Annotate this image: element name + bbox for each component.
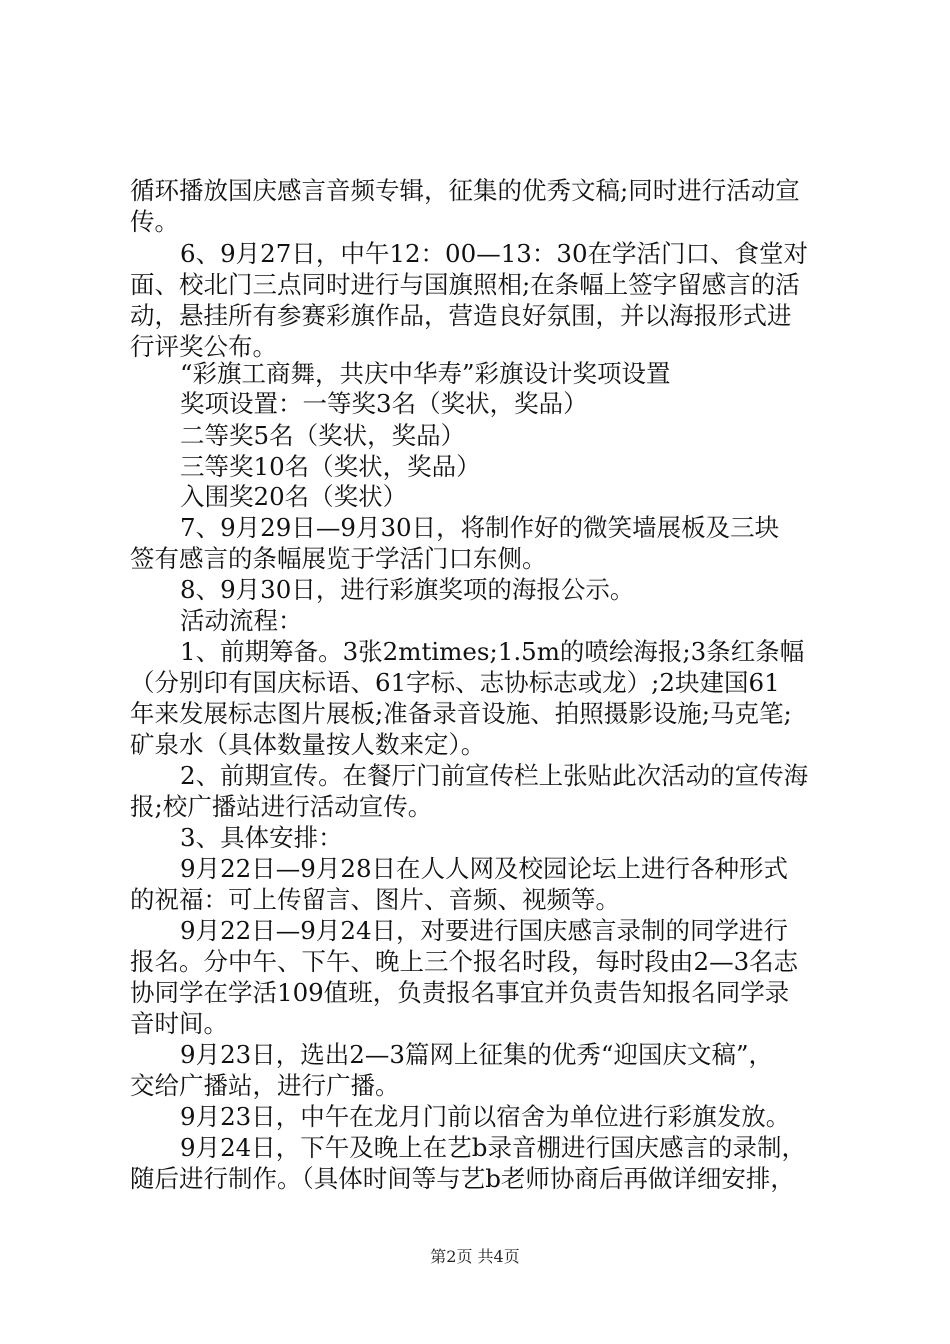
text-line: 7、9月29日—9月30日，将制作好的微笑墙展板及三块 (180, 513, 780, 542)
text-line: 音时间。 (130, 1009, 228, 1038)
text-line: 报;校广播站进行活动宣传。 (130, 792, 433, 821)
text-line: （分别印有国庆标语、61字标、志协标志或龙）;2块建国61 (130, 668, 780, 697)
text-line: 签有感言的条幅展览于学活门口东侧。 (130, 544, 547, 573)
text-line: 循环播放国庆感言音频专辑，征集的优秀文稿;同时进行活动宣 (130, 176, 800, 205)
text-line: 交给广播站，进行广播。 (130, 1071, 400, 1100)
text-line: 协同学在学活109值班，负责报名事宜并负责告知报名同学录 (130, 978, 790, 1007)
text-line: 6、9月27日，中午12：00—13：30在学活门口、食堂对 (180, 239, 809, 268)
text-line: 入围奖20名（奖状） (180, 482, 408, 511)
text-line: 的祝福：可上传留言、图片、音频、视频等。 (130, 885, 620, 914)
text-line: 报名。分中午、下午、晚上三个报名时段，每时段由2—3名志 (130, 947, 799, 976)
text-line: 二等奖5名（奖状，奖品） (180, 421, 466, 450)
text-line: 9月22日—9月28日在人人网及校园论坛上进行各种形式 (180, 854, 789, 883)
text-line: 行评奖公布。 (130, 332, 277, 361)
text-line: 9月23日，选出2—3篇网上征集的优秀“迎国庆文稿”， (180, 1040, 773, 1069)
text-line: 三等奖10名（奖状，奖品） (180, 452, 481, 481)
text-line: 8、9月30日，进行彩旗奖项的海报公示。 (180, 575, 635, 604)
text-line: 9月23日，中午在龙月门前以宿舍为单位进行彩旗发放。 (180, 1102, 791, 1131)
text-line: 1、前期筹备。3张2mtimes;1.5m的喷绘海报;3条红条幅 (180, 637, 805, 666)
text-line: 9月24日，下午及晚上在艺b录音棚进行国庆感言的录制， (180, 1133, 806, 1162)
text-line: 传。 (130, 207, 179, 236)
text-line: 2、前期宣传。在餐厅门前宣传栏上张贴此次活动的宣传海 (180, 761, 809, 790)
text-line: 9月22日—9月24日，对要进行国庆感言录制的同学进行 (180, 916, 789, 945)
text-line: 随后进行制作。（具体时间等与艺b老师协商后再做详细安排， (130, 1164, 795, 1193)
text-line: 动，悬挂所有参赛彩旗作品，营造良好氛围，并以海报形式进 (130, 301, 792, 330)
text-line: 活动流程： (180, 606, 303, 635)
text-line: 奖项设置：一等奖3名（奖状，奖品） (180, 389, 588, 418)
page-number-footer: 第2页 共4页 (430, 1247, 520, 1266)
text-line: “彩旗工商舞，共庆中华寿”彩旗设计奖项设置 (180, 359, 671, 388)
text-line: 面、校北门三点同时进行与国旗照相;在条幅上签字留感言的活 (130, 270, 800, 299)
text-line: 年来发展标志图片展板;准备录音设施、拍照摄影设施;马克笔; (130, 699, 792, 728)
text-line: 矿泉水（具体数量按人数来定）。 (130, 730, 486, 759)
text-line: 3、具体安排： (180, 823, 343, 852)
